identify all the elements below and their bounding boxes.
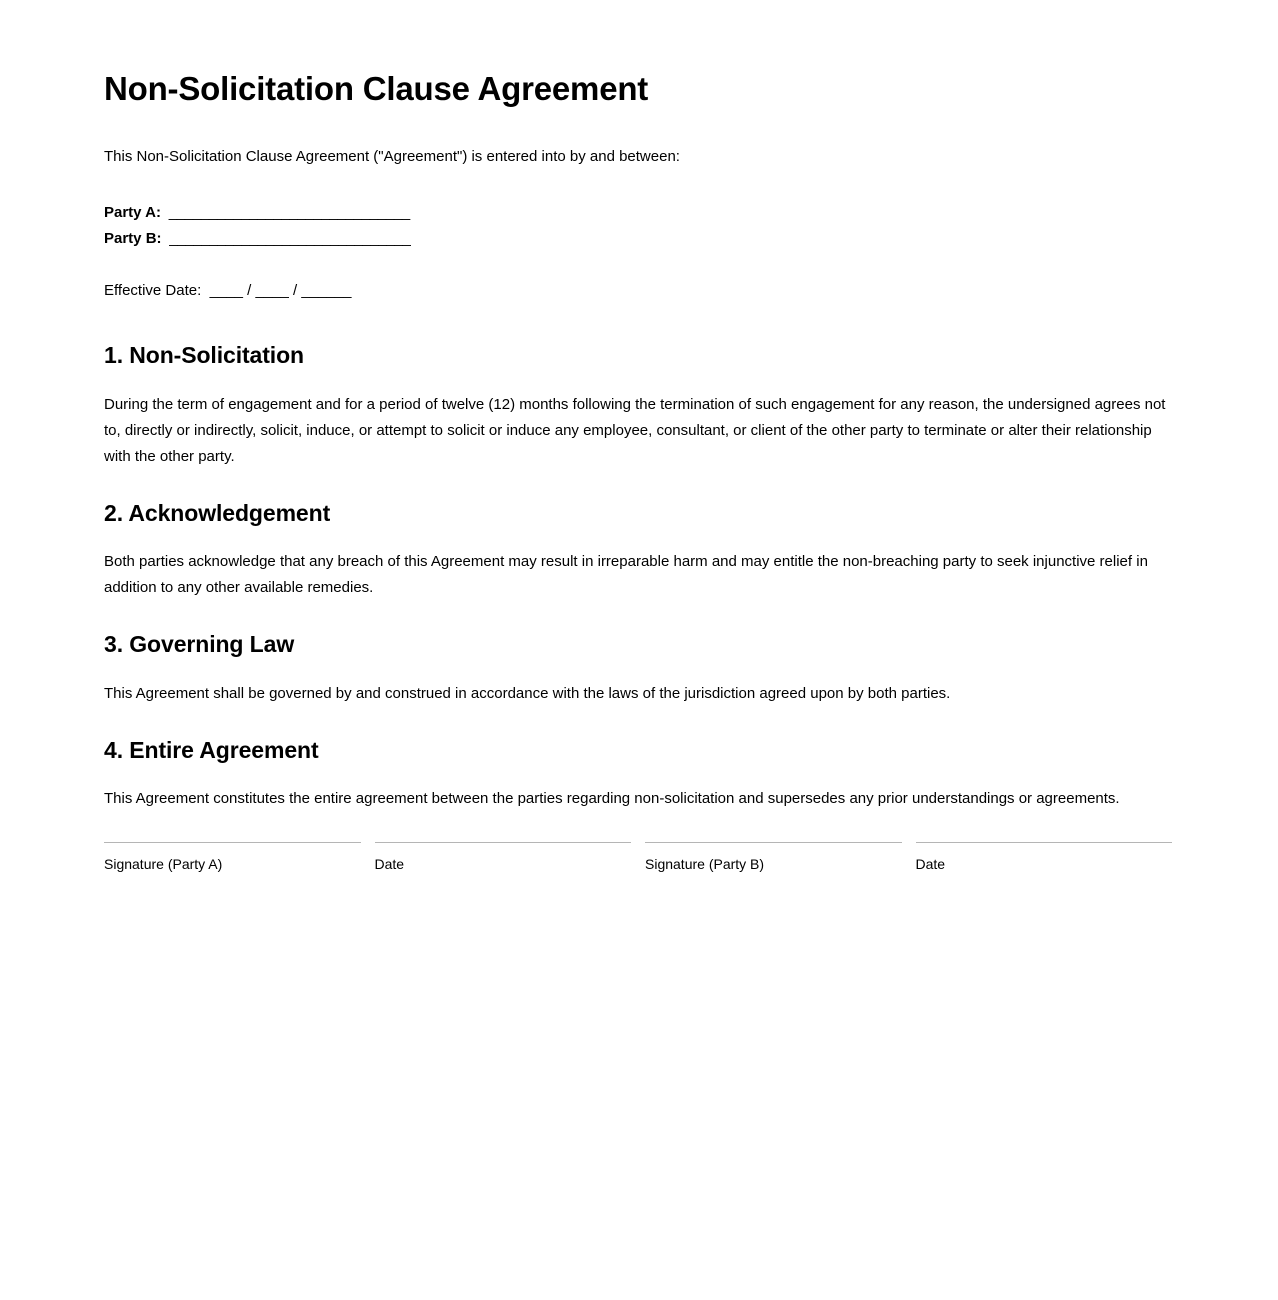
party-a-blank[interactable]: ______________________________ [160,203,410,221]
intro-paragraph: This Non-Solicitation Clause Agreement ("Agreement") is entered into by and between: [104,147,680,165]
section-2-body: Both parties acknowledge that any breach of this Agreement may result in irreparable harm and may entitle the non-breaching party to seek injunctive relief in addition to any other available remedies. [104,553,1148,597]
section-acknowledgement [104,500,1172,602]
party-a-label: Party A: [104,203,161,221]
signature-label-party-b: Signature (Party B) [645,856,765,873]
party-fields [104,200,1172,252]
section-4-heading: 4. Entire Agreement [104,736,319,763]
effective-date-label: Effective Date: [104,281,202,299]
section-3-body: This Agreement shall be governed by and construed in accordance with the laws of the jurisdiction agreed upon by both parties. [104,684,951,702]
party-a-row [104,200,1172,226]
party-b-blank[interactable]: ______________________________ [161,229,411,247]
signature-line-date-b[interactable] [916,842,1173,843]
signature-column-party-a [104,842,361,874]
party-b-label: Party B: [104,229,162,247]
page-title: Non-Solicitation Clause Agreement [104,70,649,107]
signature-label-party-a: Signature (Party A) [104,856,223,873]
signature-label-date-b: Date [915,856,946,873]
signature-column-party-b [645,842,902,874]
signature-block [104,842,1172,874]
section-1-body: During the term of engagement and for a period of twelve (12) months following the termination of such engagement for any reason, the undersigned agrees not to, directly or indirectly, solicit, induce, or attempt to solicit or induce any employee, consultant, or client of the other party to terminate or alter their relationship with the other party. [104,395,1166,465]
signature-line-party-a[interactable] [104,842,361,843]
section-4-body: This Agreement constitutes the entire agreement between the parties regarding non-solicitation and supersedes any prior understandings or agreements. [104,790,1120,808]
section-entire-agreement [104,737,1172,813]
signature-label-date-a: Date [374,856,405,873]
signature-column-date-a [375,842,632,874]
effective-date-row [104,278,1172,304]
effective-date-blank[interactable]: ____ / ____ / ______ [201,281,352,299]
signature-line-date-a[interactable] [375,842,632,843]
section-3-heading: 3. Governing Law [104,631,295,658]
section-1-heading: 1. Non-Solicitation [104,341,304,368]
signature-column-date-b [916,842,1173,874]
section-2-heading: 2. Acknowledgement [104,499,331,526]
section-non-solicitation [104,342,1172,470]
signature-line-party-b[interactable] [645,842,902,843]
section-governing-law [104,631,1172,707]
party-b-row [104,226,1172,252]
